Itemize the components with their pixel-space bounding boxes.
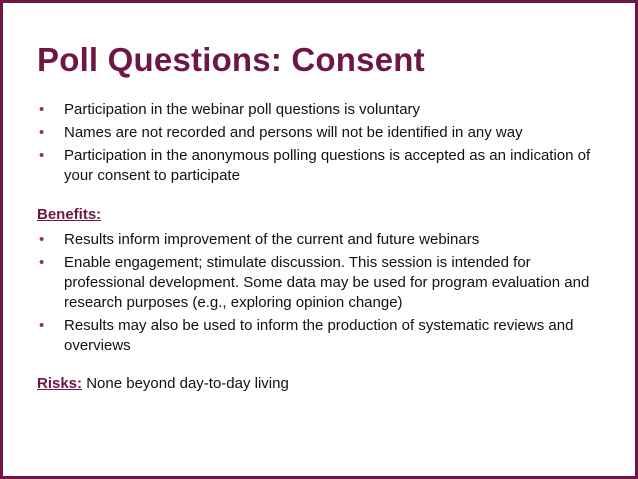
list-item [37, 100, 607, 120]
slide-content [37, 100, 607, 394]
risks-text: None beyond day-to-day living [82, 375, 289, 392]
consent-list [37, 100, 607, 186]
list-item [37, 230, 607, 250]
list-item-text: Results inform improvement of the current and future webinars [64, 231, 480, 248]
slide-title: Poll Questions: Consent [37, 41, 425, 78]
bullet-icon: • [39, 317, 45, 334]
list-item-text: Results may also be used to inform the production of systematic reviews and overviews [64, 317, 574, 354]
bullet-icon: • [39, 101, 45, 118]
risks-label: Risks: [37, 375, 83, 392]
list-item-text: Participation in the anonymous polling questions is accepted as an indication of your consent to participate [64, 147, 591, 184]
bullet-icon: • [39, 231, 45, 248]
list-item-text: Participation in the webinar poll questions is voluntary [64, 101, 421, 118]
benefits-heading: Benefits: [37, 206, 102, 223]
list-item [37, 123, 607, 143]
bullet-icon: • [39, 147, 45, 164]
risks-line [37, 374, 607, 394]
list-item [37, 253, 607, 313]
list-item [37, 316, 607, 356]
benefits-list [37, 230, 607, 356]
bullet-icon: • [39, 254, 45, 271]
bullet-icon: • [39, 124, 45, 141]
list-item-text: Enable engagement; stimulate discussion. This session is intended for professional development. Some data may be used for program evaluation and research purposes (e.g., exploring opinion change) [64, 254, 590, 311]
list-item-text: Names are not recorded and persons will not be identified in any way [64, 124, 523, 141]
list-item [37, 146, 607, 186]
